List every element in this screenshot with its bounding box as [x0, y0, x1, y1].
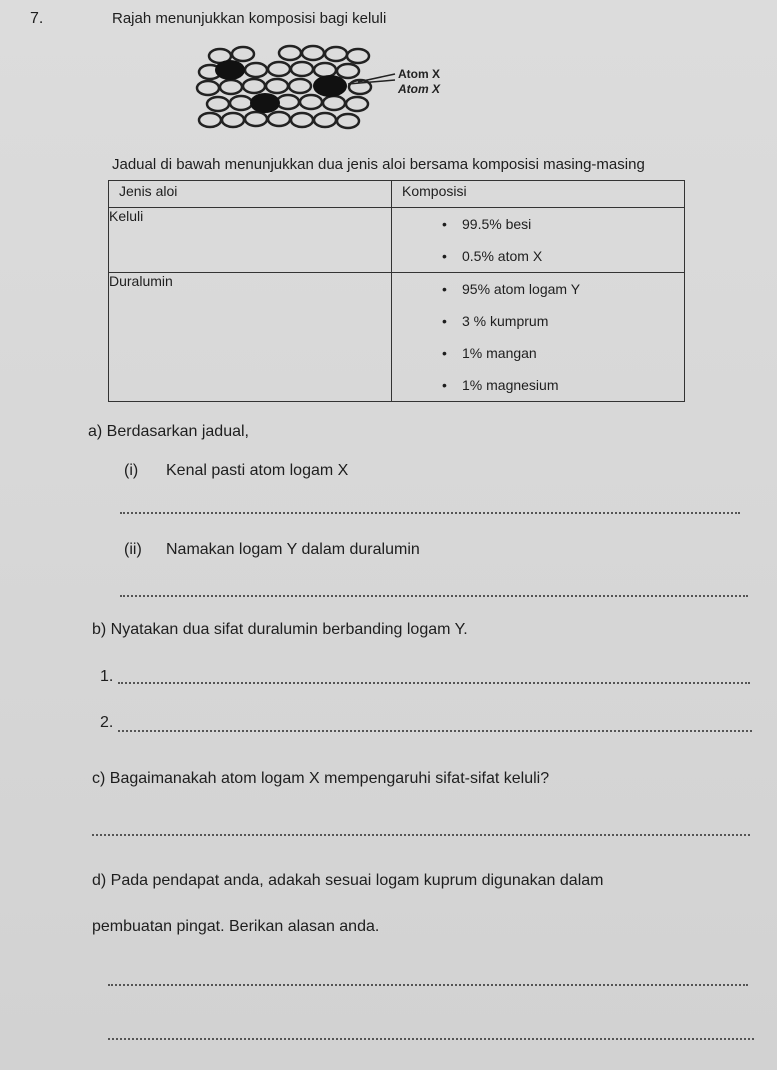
answer-line-d-1[interactable]: [108, 984, 748, 986]
iron-atom: [323, 96, 345, 110]
composition-item: • 1% magnesium: [392, 369, 684, 401]
iron-atom: [347, 49, 369, 63]
alloy-name-cell: Keluli: [109, 208, 392, 273]
question-title: Rajah menunjukkan komposisi bagi keluli: [112, 10, 387, 27]
alloy-name-cell: Duralumin: [109, 273, 392, 402]
alloy-composition-table: [108, 180, 685, 402]
iron-atom: [245, 63, 267, 77]
iron-atom: [277, 95, 299, 109]
answer-line-a-i[interactable]: [120, 512, 740, 514]
iron-atom: [243, 79, 265, 93]
iron-atom: [230, 96, 252, 110]
answer-line-b-2[interactable]: [118, 730, 752, 732]
atom-x-particle: [313, 75, 347, 97]
iron-atom: [337, 114, 359, 128]
iron-atom: [232, 47, 254, 61]
composition-item: • 1% mangan: [392, 337, 684, 369]
composition-item: • 0.5% atom X: [392, 240, 684, 272]
composition-item: • 3 % kumprum: [392, 305, 684, 337]
composition-item: • 99.5% besi: [392, 208, 684, 240]
iron-atom: [222, 113, 244, 127]
steel-atom-diagram: [190, 44, 480, 144]
atom-x-label: Atom X: [398, 67, 440, 81]
composition-cell: [392, 273, 685, 402]
table-header-row: [109, 181, 685, 208]
header-composition: Komposisi: [392, 181, 685, 208]
iron-atom: [245, 112, 267, 126]
answer-line-a-ii[interactable]: [120, 595, 748, 597]
answer-line-c[interactable]: [92, 834, 750, 836]
iron-atom: [291, 113, 313, 127]
part-d-text-line1: d) Pada pendapat anda, adakah sesuai logam kuprum digunakan dalam: [92, 872, 604, 889]
part-b-answer-number-1: 1.: [100, 668, 114, 685]
header-alloy-type: Jenis aloi: [109, 181, 392, 208]
part-b-answer-number-2: 2.: [100, 714, 114, 731]
iron-atom: [346, 97, 368, 111]
part-a-stem: a) Berdasarkan jadual,: [88, 423, 249, 440]
iron-atom: [220, 80, 242, 94]
question-number: 7.: [30, 10, 44, 27]
iron-atom: [302, 46, 324, 60]
iron-atom: [325, 47, 347, 61]
composition-item: • 95% atom logam Y: [392, 273, 684, 305]
atom-x-particle: [215, 60, 245, 80]
iron-atom: [266, 79, 288, 93]
iron-atom: [300, 95, 322, 109]
table-row: [109, 208, 685, 273]
part-a-ii-text: Namakan logam Y dalam duralumin: [166, 541, 420, 558]
part-a-i-number: (i): [124, 462, 139, 479]
atom-x-particle: [250, 93, 280, 113]
iron-atom: [199, 113, 221, 127]
iron-atom: [289, 79, 311, 93]
iron-atom: [291, 62, 313, 76]
part-a-i-text: Kenal pasti atom logam X: [166, 462, 349, 479]
table-intro: Jadual di bawah menunjukkan dua jenis aloi bersama komposisi masing-masing: [112, 156, 645, 173]
iron-atom: [337, 64, 359, 78]
iron-atom: [197, 81, 219, 95]
table-row: [109, 273, 685, 402]
iron-atom: [279, 46, 301, 60]
answer-line-b-1[interactable]: [118, 682, 750, 684]
part-c-text: c) Bagaimanakah atom logam X mempengaruhi sifat-sifat keluli?: [92, 770, 550, 787]
iron-atom: [314, 63, 336, 77]
iron-atom: [314, 113, 336, 127]
answer-line-d-2[interactable]: [108, 1038, 754, 1040]
iron-atom: [207, 97, 229, 111]
part-b-text: b) Nyatakan dua sifat duralumin berbanding logam Y.: [92, 621, 468, 638]
iron-atom: [268, 112, 290, 126]
part-d-text-line2: pembuatan pingat. Berikan alasan anda.: [92, 918, 380, 935]
composition-cell: [392, 208, 685, 273]
atom-x-label-handwritten: Atom X: [398, 82, 440, 96]
part-a-ii-number: (ii): [124, 541, 142, 558]
iron-atom: [268, 62, 290, 76]
